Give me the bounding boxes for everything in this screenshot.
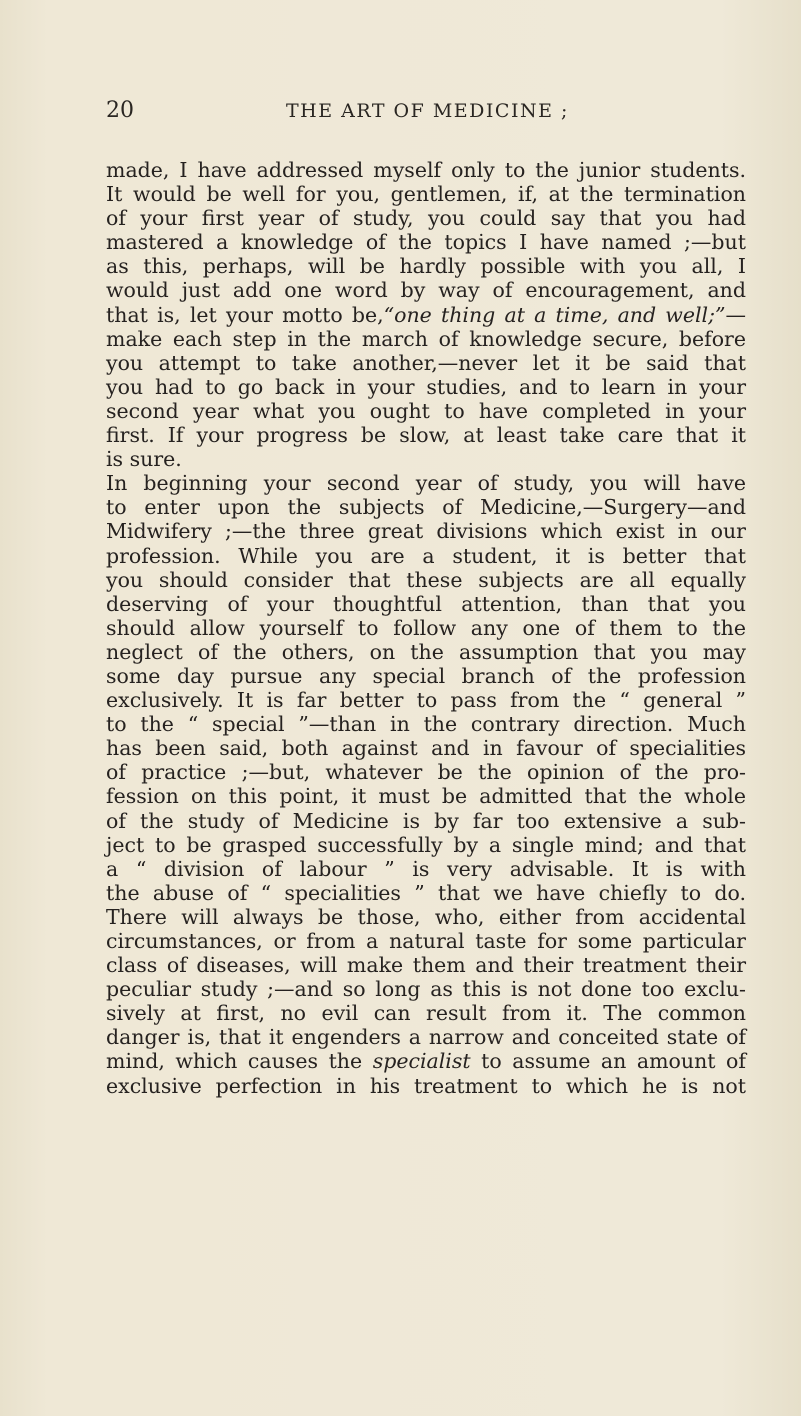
text-line-motto — [106, 303, 746, 327]
text-line: deserving of your thoughtful attention, than that you — [106, 591, 746, 616]
specialist-tail: to assume an amount of — [470, 1049, 746, 1074]
text-line: should allow yourself to follow any one of them to the — [106, 615, 746, 640]
text-line: make each step in the march of knowledge secure, before — [106, 326, 746, 351]
text-line: of the study of Medicine is by far too extensive a sub- — [106, 808, 746, 833]
motto-italic: “one thing at a time, and well;” — [383, 302, 726, 327]
text-line-specialist — [106, 1049, 746, 1073]
text-line: to the “ special ”—than in the contrary direction. Much — [106, 712, 746, 737]
text-line: profession. While you are a student, it is better that — [106, 543, 746, 568]
running-title: THE ART OF MEDICINE ; — [286, 100, 569, 122]
text-line: would just add one word by way of encouragement, and — [106, 278, 746, 303]
page-number: 20 — [106, 98, 134, 123]
motto-dash: — — [725, 302, 746, 327]
text-line: a “ division of labour ” is very advisable. It is with — [106, 856, 746, 881]
text-line: you attempt to take another,—never let it be said that — [106, 350, 746, 375]
text-line: circumstances, or from a natural taste for some particular — [106, 929, 746, 953]
specialist-italic: specialist — [372, 1049, 471, 1074]
text-line: There will always be those, who, either from accidental — [106, 904, 746, 929]
text-line: has been said, both against and in favour of specialities — [106, 736, 746, 761]
text-line: of practice ;—but, whatever be the opinion of the pro- — [106, 760, 746, 785]
text-line: neglect of the others, on the assumption that you may — [106, 639, 746, 664]
text-line: fession on this point, it must be admitted that the whole — [106, 784, 746, 809]
text-line: exclusive perfection in his treatment to which he is not — [106, 1073, 746, 1098]
text-line: second year what you ought to have completed in your — [106, 398, 746, 423]
text-line-paragraph-start: In beginning your second year of study, you will have — [106, 471, 746, 496]
text-line: peculiar study ;—and so long as this is not done too exclu- — [106, 977, 746, 1002]
text-line: to enter upon the subjects of Medicine,—Surgery—and — [106, 495, 746, 520]
text-line: of your first year of study, you could say that you had — [106, 206, 746, 231]
text-line: you should consider that these subjects are all equally — [106, 567, 746, 592]
specialist-lead: mind, which causes the — [106, 1049, 363, 1074]
motto-lead: that is, let your motto be, — [106, 302, 384, 327]
text-line: Midwifery ;—the three great divisions which exist in our — [106, 519, 746, 544]
body-text — [106, 158, 746, 1098]
text-line: danger is, that it engenders a narrow and conceited state of — [106, 1025, 746, 1050]
text-line: the abuse of “ specialities ” that we have chiefly to do. — [106, 880, 746, 905]
text-line: sively at first, no evil can result from it. The common — [106, 1001, 746, 1026]
text-line: exclusively. It is far better to pass from the “ general ” — [106, 688, 746, 713]
text-line: you had to go back in your studies, and to learn in your — [106, 374, 746, 399]
text-line: first. If your progress be slow, at least take care that it — [106, 423, 746, 448]
text-line: is sure. — [106, 447, 182, 472]
text-line: ject to be grasped successfully by a single mind; and that — [106, 832, 746, 857]
text-line: class of diseases, will make them and their treatment their — [106, 953, 746, 978]
text-line: as this, perhaps, will be hardly possible with you all, I — [106, 254, 746, 279]
text-line: some day pursue any special branch of the profession — [106, 663, 746, 688]
text-line: made, I have addressed myself only to the junior students. — [106, 158, 746, 182]
running-head — [106, 98, 746, 128]
text-line: It would be well for you, gentlemen, if, at the termination — [106, 182, 746, 207]
text-line: mastered a knowledge of the topics I have named ;—but — [106, 230, 746, 255]
